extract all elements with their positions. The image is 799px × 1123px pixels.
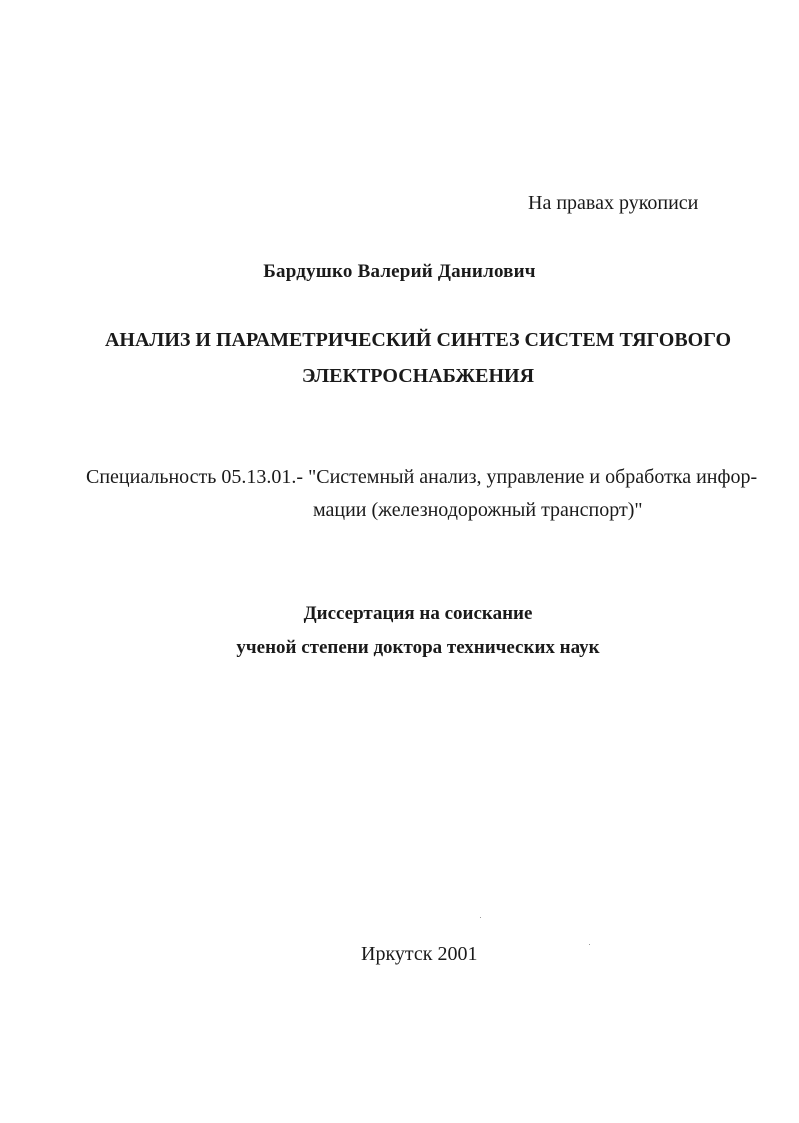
specialty-line-1: Специальность 05.13.01.- "Системный анализ, управление и обработка инфор-	[86, 466, 758, 488]
dissertation-line-1: Диссертация на соискание	[303, 603, 533, 624]
rights-note: На правах рукописи	[528, 192, 699, 214]
scan-speck	[480, 917, 481, 918]
author-name: Бардушко Валерий Данилович	[263, 261, 536, 282]
place-and-year: Иркутск 2001	[361, 943, 478, 965]
specialty-line-2: мации (железнодорожный транспорт)"	[313, 499, 643, 521]
title-line-1: АНАЛИЗ И ПАРАМЕТРИЧЕСКИЙ СИНТЕЗ СИСТЕМ ТЯГОВОГО	[104, 329, 732, 351]
scan-speck	[589, 944, 590, 945]
dissertation-line-2: ученой степени доктора технических наук	[236, 637, 600, 658]
title-line-2: ЭЛЕКТРОСНАБЖЕНИЯ	[301, 365, 535, 387]
